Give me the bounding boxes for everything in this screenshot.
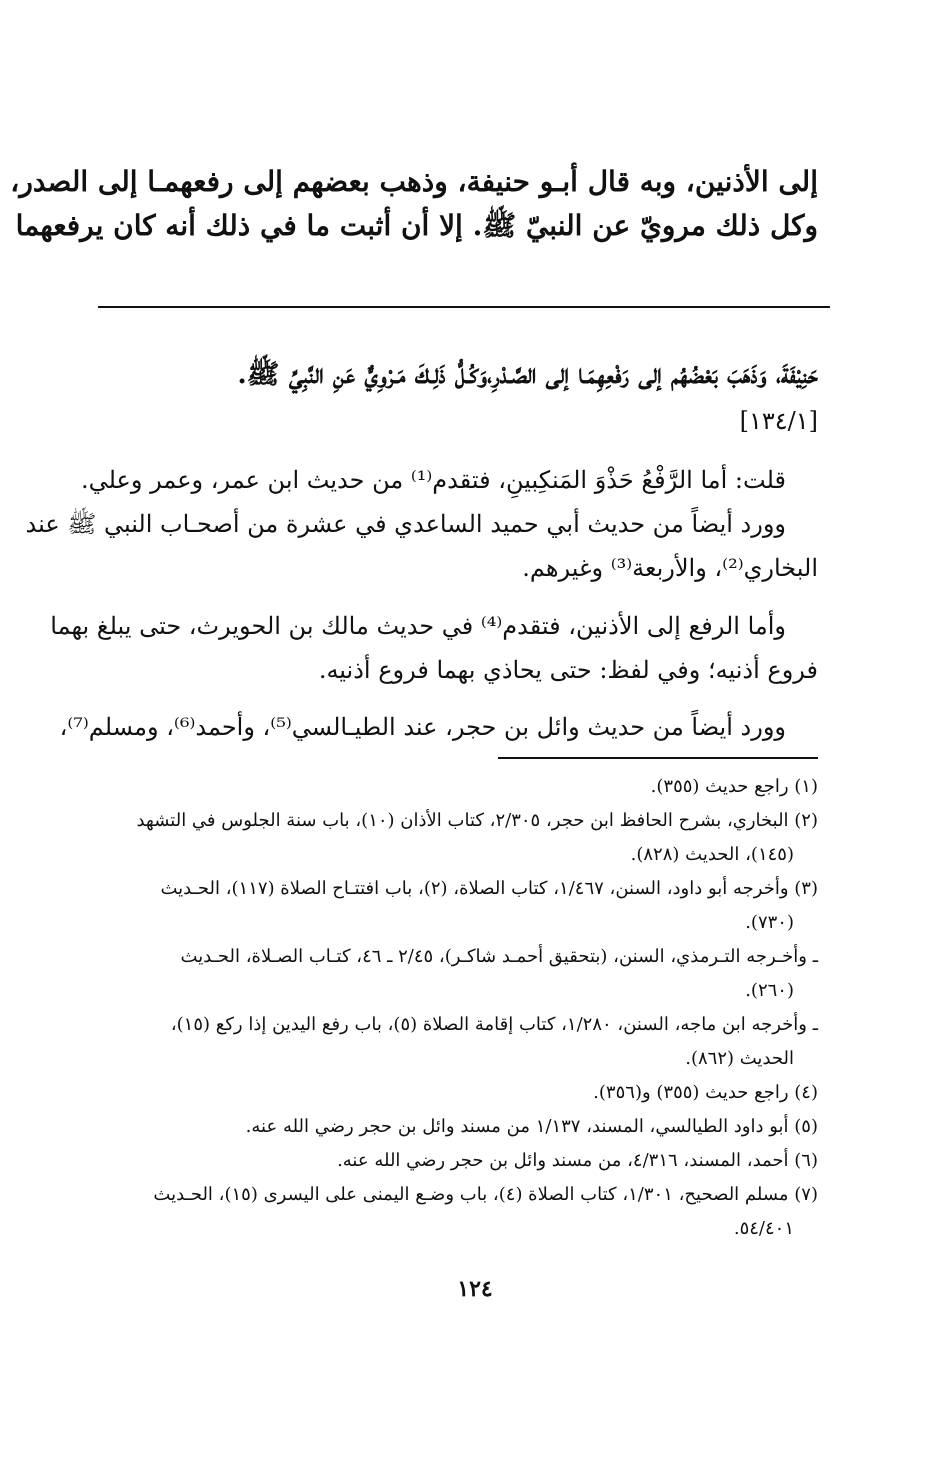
text-line: إلى الأذنين، وبه قال أبـو حنيفة، وذهب بعضهم إلى رفعهمـا إلى الصدر، bbox=[10, 165, 818, 198]
hadith-reference: [١٣٤/١] bbox=[739, 407, 818, 435]
hadith-text bbox=[128, 352, 818, 444]
footnote-line: (١٤٥)، الحديث (٨٢٨). bbox=[630, 844, 794, 865]
footnote-6: (٦) أحمد، المسند، ٤/٣١٦، من مسند وائل بن حجر رضي الله عنه. bbox=[337, 1150, 818, 1171]
commentary-paragraph-3 bbox=[59, 705, 818, 749]
footnote-line: (٧) مسلم الصحيح، ١/٣٠١، كتاب الصلاة (٤)، باب وضـع اليمنى على اليسرى (١٥)، الحـديث bbox=[153, 1184, 818, 1205]
page-number: ١٢٤ bbox=[457, 1276, 493, 1302]
footnote-2 bbox=[128, 804, 818, 872]
text-line: البخاري⁽²⁾، والأربعة⁽³⁾ وغيرهم. bbox=[522, 554, 818, 582]
footnote-line: (٢) البخاري، بشرح الحافظ ابن حجر، ٢/٣٠٥، كتاب الأذان (١٠)، باب سنة الجلوس في التشهد bbox=[136, 810, 818, 831]
footnote-5: (٥) أبو داود الطيالسي، المسند، ١/١٣٧ من مسند وائل بن حجر رضي الله عنه. bbox=[245, 1116, 818, 1137]
footnote-line: الحديث (٨٦٢). bbox=[685, 1048, 794, 1069]
text-line: فروع أذنيه؛ وفي لفظ: حتى يحاذي بهما فروع أذنيه. bbox=[318, 656, 818, 684]
footnote-divider bbox=[498, 757, 818, 759]
footnotes bbox=[128, 770, 818, 1246]
text-line: وكل ذلك مرويّ عن النبيّ ﷺ. إلا أن أثبت ما في ذلك أنه كان يرفعهما bbox=[15, 209, 818, 242]
footnote-4: (٤) راجع حديث (٣٥٥) و(٣٥٦). bbox=[593, 1082, 818, 1103]
footnote-line: ٥٤/٤٠١. bbox=[733, 1218, 794, 1239]
commentary-paragraph-2 bbox=[50, 604, 818, 692]
continuation-text bbox=[10, 160, 818, 248]
footnote-line: (٢٦٠). bbox=[745, 980, 794, 1001]
text-line: وأما الرفع إلى الأذنين، فتقدم⁽⁴⁾ في حديث مالك بن الحويرث، حتى يبلغ بهما bbox=[50, 612, 786, 640]
text-line: وورد أيضاً من حديث وائل بن حجر، عند الطيـالسي⁽⁵⁾، وأحمد⁽⁶⁾، ومسلم⁽⁷⁾، bbox=[59, 713, 786, 741]
footnote-line: ـ وأخـرجه التـرمذي، السنن، (بتحقيق أحمـد شاكـر)، ٢/٤٥ ـ ٤٦، كتـاب الصـلاة، الحـديث bbox=[180, 946, 818, 967]
footnote-3 bbox=[128, 872, 818, 1076]
footnote-line: (٧٣٠). bbox=[745, 912, 794, 933]
hadith-line: حَنِيْفَةَ، وَذَهَبَ بَعْضُهُم إلى رَفْعِهِمَـا إلى الصَّـدْرِ،وَكُـلُّ ذَلِـكَ مَـرْوِيٌّ عَنِ النَّبِيِّ ﷺ. bbox=[237, 359, 818, 390]
footnote-line: (٣) وأخرجه أبو داود، السنن، ١/٤٦٧، كتاب الصلاة، (٢)، باب افتتـاح الصلاة (١١٧)، الحـديث bbox=[160, 878, 818, 899]
commentary-paragraph-1 bbox=[25, 458, 818, 590]
section-divider bbox=[98, 306, 830, 308]
footnote-7 bbox=[128, 1178, 818, 1246]
text-line: وورد أيضاً من حديث أبي حميد الساعدي في عشرة من أصحـاب النبي ﷺ عند bbox=[25, 510, 786, 538]
footnote-1: (١) راجع حديث (٣٥٥). bbox=[650, 776, 818, 797]
footnote-line: ـ وأخرجه ابن ماجه، السنن، ١/٢٨٠، كتاب إقامة الصلاة (٥)، باب رفع اليدين إذا ركع (١٥)، bbox=[170, 1014, 818, 1035]
text-line: قلت: أما الرَّفْعُ حَذْوَ المَنكِبينِ، فتقدم⁽¹⁾ من حديث ابن عمر، وعمر وعلي. bbox=[80, 466, 786, 494]
